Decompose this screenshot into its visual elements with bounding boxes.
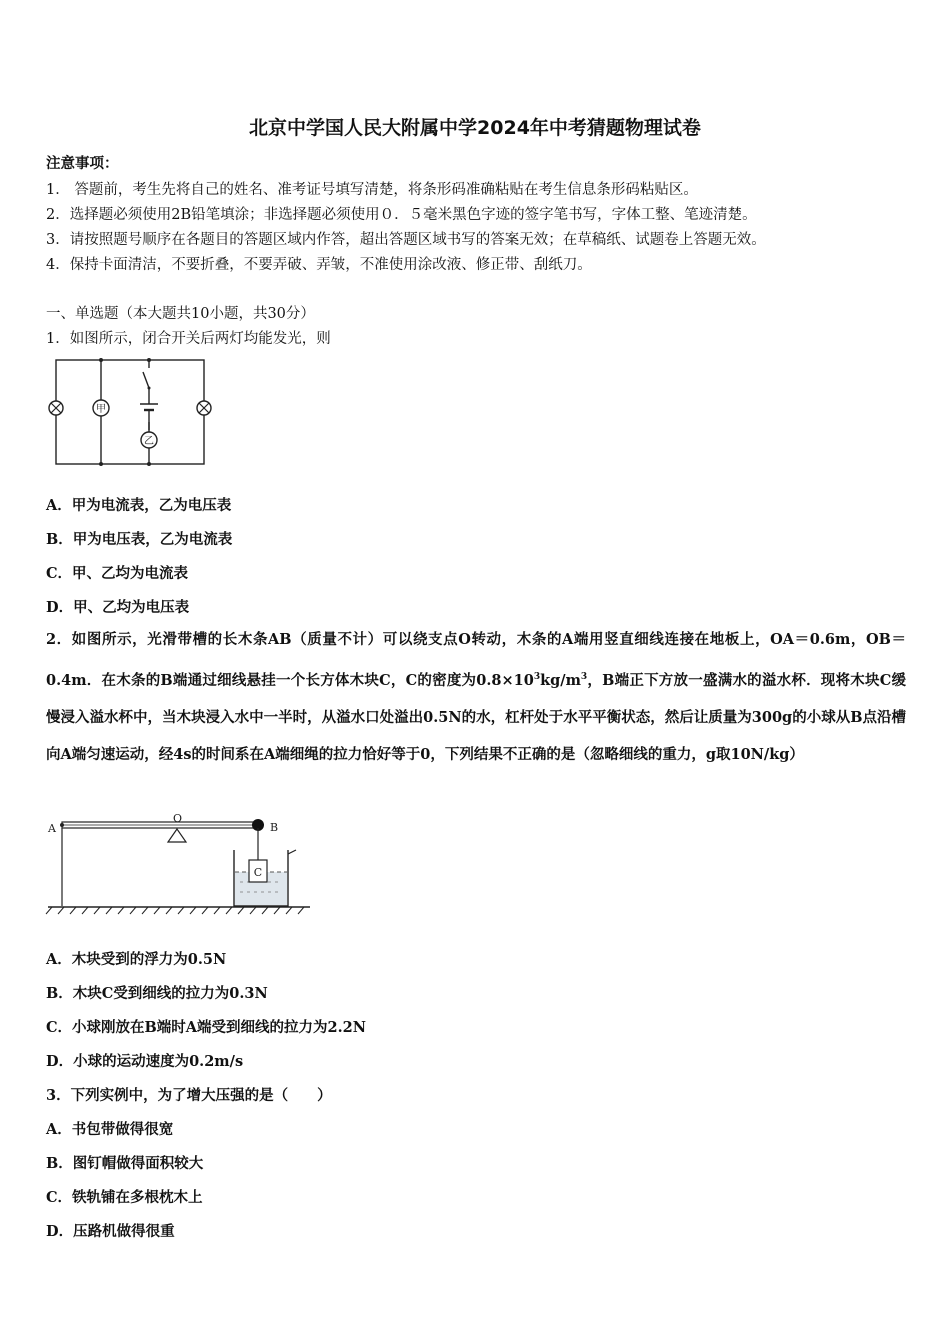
q2-stem-part-1: 2．如图所示，光滑带槽的长木条AB（质量不计）可以绕支点O转动，木条的A端用竖直细线连接在地板上，OA＝0.6m，OB＝0.4m．在木条的B端通过细线悬挂一个长方体木块C，C的密度为0.8×10 (46, 631, 906, 689)
q3-option-b: B．图钉帽做得面积较大 (46, 1155, 204, 1172)
page-title: 北京中学国人民大附属中学2024年中考猜题物理试卷 (249, 117, 701, 139)
circuit-diagram (44, 352, 224, 472)
q2-stem-part-3: ，B端正下方放一盛满水的溢水杯．现将木块C缓慢浸入溢水杯中，当木块浸入水中一半时，从溢水口处溢出0.5N的水，杠杆处于水平平衡状态，然后让质量为300g的小球从B点沿槽向A端匀速运动，经4s的时间系在A端细绳的拉力恰好等于0，下列结果不正确的是（忽略细线的重力，g取10N/kg） (46, 671, 906, 764)
switch-icon[interactable] (143, 368, 155, 390)
notice-item-3: 3．请按照题号顺序在各题目的答题区域内作答，超出答题区域书写的答案无效；在草稿纸、试题卷上答题无效。 (46, 232, 766, 248)
q2-option-a: A．木块受到的浮力为0.5N (46, 951, 227, 968)
meter-jia-label: 甲 (96, 404, 106, 415)
notice-item-4: 4．保持卡面清洁，不要折叠，不要弄破、弄皱，不准使用涂改液、修正带、刮纸刀。 (46, 257, 592, 273)
q2-stem-sup-2: 3 (580, 671, 588, 682)
lamp-left-icon (49, 401, 63, 415)
q3-option-c: C．铁轨铺在多根枕木上 (46, 1189, 203, 1206)
notice-item-2: 2．选择题必须使用2B铅笔填涂；非选择题必须使用０．５毫米黑色字迹的签字笔书写，字体工整、笔迹清楚。 (46, 207, 757, 223)
q3-option-a: A．书包带做得很宽 (46, 1121, 174, 1138)
label-c: C (253, 866, 263, 879)
q2-option-c: C．小球刚放在B端时A端受到细线的拉力为2.2N (46, 1019, 367, 1036)
label-o: O (173, 812, 183, 825)
battery-icon (140, 392, 158, 430)
section-heading: 一、单选题（本大题共10小题，共30分） (46, 306, 315, 322)
q1-option-a: A．甲为电流表，乙为电压表 (46, 497, 232, 514)
q2-option-d: D．小球的运动速度为0.2m/s (46, 1053, 244, 1070)
q2-option-b: B．木块C受到细线的拉力为0.3N (46, 985, 268, 1002)
floor (46, 907, 310, 914)
q2-stem-part-2: kg/m (540, 671, 581, 689)
lever-diagram (44, 810, 316, 918)
lamp-right-icon (197, 401, 211, 415)
meter-yi-label: 乙 (144, 436, 154, 447)
question-1-stem: 1．如图所示，闭合开关后两灯均能发光，则 (46, 331, 331, 347)
q1-option-d: D．甲、乙均为电压表 (46, 599, 190, 616)
lever-bar (62, 822, 258, 828)
notice-heading: 注意事项： (46, 155, 119, 172)
label-b: B (270, 821, 279, 834)
question-2-stem (46, 621, 906, 774)
q1-option-b: B．甲为电压表，乙为电流表 (46, 531, 233, 548)
meter-yi-icon (141, 432, 157, 448)
notice-item-1: 1． 答题前，考生先将自己的姓名、准考证号填写清楚，将条形码准确粘贴在考生信息条形码粘贴区。 (46, 182, 698, 198)
fulcrum-icon (168, 829, 186, 842)
q1-option-c: C．甲、乙均为电流表 (46, 565, 189, 582)
question-3-stem: 3．下列实例中，为了增大压强的是（ ） (46, 1087, 332, 1104)
meter-jia-icon (93, 400, 109, 416)
wood-block-c (249, 860, 267, 882)
label-a: A (48, 822, 56, 835)
q3-option-d: D．压路机做得很重 (46, 1223, 175, 1240)
q2-stem-sup-1: 3 (533, 671, 541, 682)
